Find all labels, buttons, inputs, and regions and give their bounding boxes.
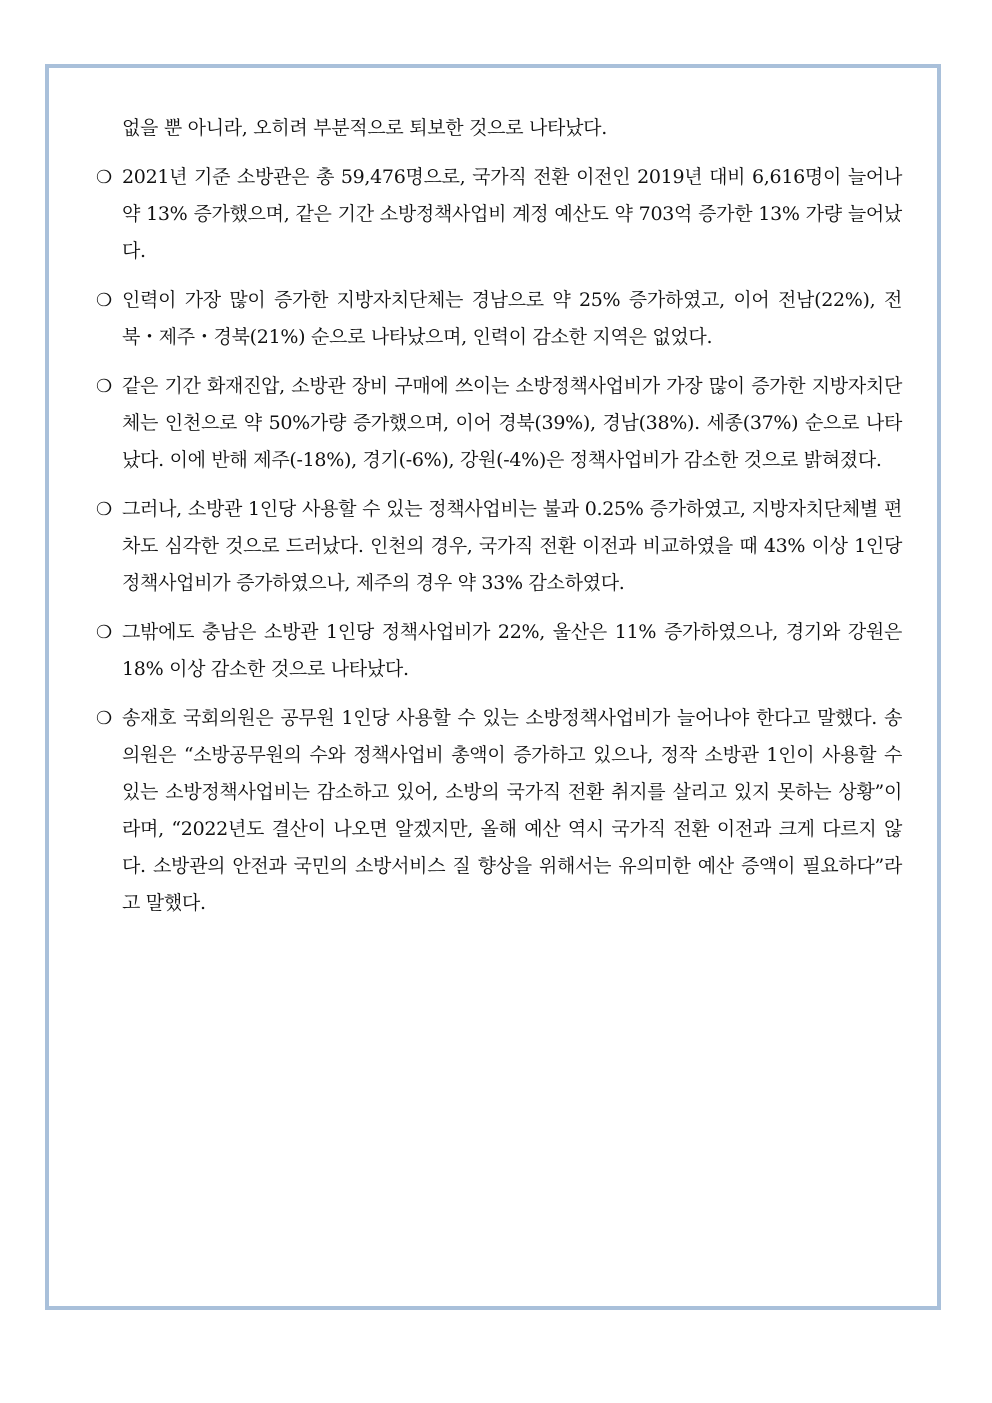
bullet-paragraph <box>96 282 902 356</box>
bullet-text: 그러나, 소방관 1인당 사용할 수 있는 정책사업비는 불과 0.25% 증가하였고, 지방자치단체별 편차도 심각한 것으로 드러났다. 인천의 경우, 국가직 전환 이전과 비교하였을 때 43% 이상 1인당 정책사업비가 증가하였으나, 제주의 경우 약 33% 감소하였다. <box>122 498 902 594</box>
bullet-paragraph <box>96 159 902 270</box>
bullet-paragraph <box>96 614 902 688</box>
circle-bullet-icon: ❍ <box>96 708 112 729</box>
continuation-paragraph: 없을 뿐 아니라, 오히려 부분적으로 퇴보한 것으로 나타났다. <box>122 117 607 139</box>
document-body <box>96 110 902 934</box>
bullet-text: 송재호 국회의원은 공무원 1인당 사용할 수 있는 소방정책사업비가 늘어나야 한다고 말했다. 송 의원은 “소방공무원의 수와 정책사업비 총액이 증가하고 있으나, 정작 소방관 1인이 사용할 수 있는 소방정책사업비는 감소하고 있어, 소방의 국가직 전환 취지를 살리고 있지 못하는 상황”이라며, “2022년도 결산이 나오면 알겠지만, 올해 예산 역시 국가직 전환 이전과 크게 다르지 않다. 소방관의 안전과 국민의 소방서비스 질 향상을 위해서는 유의미한 예산 증액이 필요하다”라고 말했다. <box>122 707 902 914</box>
bullet-text: 인력이 가장 많이 증가한 지방자치단체는 경남으로 약 25% 증가하였고, 이어 전남(22%), 전북・제주・경북(21%) 순으로 나타났으며, 인력이 감소한 지역은 없었다. <box>122 289 902 348</box>
circle-bullet-icon: ❍ <box>96 499 112 520</box>
bullet-paragraph <box>96 491 902 602</box>
circle-bullet-icon: ❍ <box>96 167 112 188</box>
circle-bullet-icon: ❍ <box>96 376 112 397</box>
bullet-text: 그밖에도 충남은 소방관 1인당 정책사업비가 22%, 울산은 11% 증가하였으나, 경기와 강원은 18% 이상 감소한 것으로 나타났다. <box>122 621 902 680</box>
bullet-paragraph <box>96 368 902 479</box>
circle-bullet-icon: ❍ <box>96 622 112 643</box>
bullet-paragraph <box>96 700 902 922</box>
bullet-text: 같은 기간 화재진압, 소방관 장비 구매에 쓰이는 소방정책사업비가 가장 많이 증가한 지방자치단체는 인천으로 약 50%가량 증가했으며, 이어 경북(39%), 경남(38%). 세종(37%) 순으로 나타났다. 이에 반해 제주(-18%), 경기(-6%), 강원(-4%)은 정책사업비가 감소한 것으로 밝혀졌다. <box>122 375 902 471</box>
circle-bullet-icon: ❍ <box>96 290 112 311</box>
bullet-text: 2021년 기준 소방관은 총 59,476명으로, 국가직 전환 이전인 2019년 대비 6,616명이 늘어나 약 13% 증가했으며, 같은 기간 소방정책사업비 계정 예산도 약 703억 증가한 13% 가량 늘어났다. <box>122 166 902 262</box>
